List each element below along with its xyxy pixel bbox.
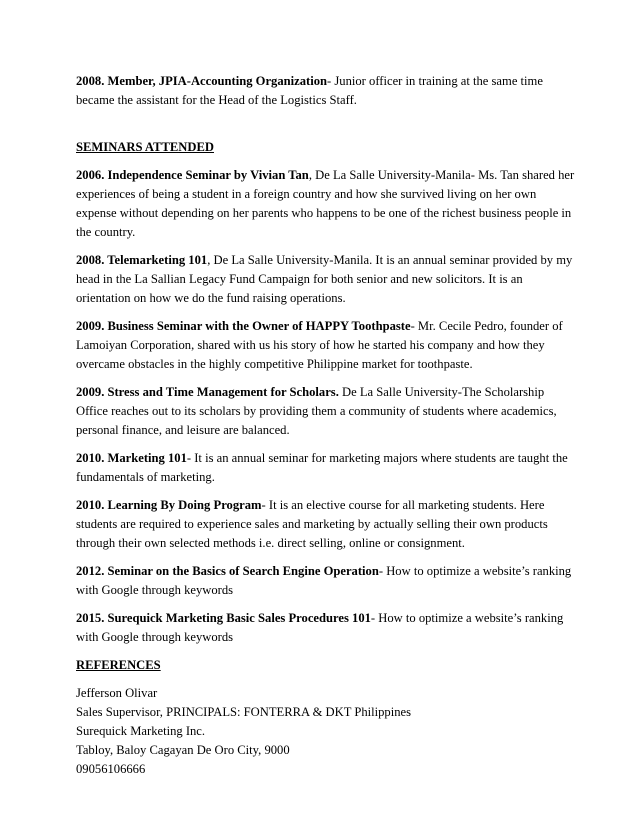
seminar-title: 2010. Marketing 101 <box>76 451 187 465</box>
seminar-text: , De La Salle University-Manila. It is an annual seminar provided by my head in the La Sallian Legacy Fund Campaign for both senior and new solicitors. It is an orientation on how we do the fund raising operations. <box>76 253 573 305</box>
reference-phone: 09056106666 <box>76 762 146 776</box>
seminar-text: De La Salle University-The Scholarship Office reaches out to its scholars by providing them a community of students where academics, personal finance, and leisure are balanced. <box>76 385 557 437</box>
reference-address: Tabloy, Baloy Cagayan De Oro City, 9000 <box>76 743 290 757</box>
reference-name: Jefferson Olivar <box>76 686 158 700</box>
seminar-title: 2009. Business Seminar with the Owner of HAPPY Toothpaste <box>76 319 411 333</box>
membership-text: - Junior officer in training at the same time became the assistant for the Head of the Logistics Staff. <box>76 74 543 107</box>
seminar-title: 2012. Seminar on the Basics of Search Engine Operation <box>76 564 379 578</box>
seminar-text: , De La Salle University-Manila- Ms. Tan shared her experiences of being a student in a foreign country and how she survived living on her own expense without depending on her parents who happens to be one of the richest business people in the country. <box>76 168 575 239</box>
seminar-title: 2010. Learning By Doing Program <box>76 498 262 512</box>
seminar-title: 2009. Stress and Time Management for Scholars. <box>76 385 339 399</box>
seminar-entry <box>76 383 578 440</box>
seminar-entry <box>76 166 578 242</box>
references-heading: REFERENCES <box>76 658 161 672</box>
seminar-text: - It is an elective course for all marketing students. Here students are required to experience sales and marketing by actually selling their own products through their own selected methods i.e. direct selling, online or consignment. <box>76 498 548 550</box>
seminar-text: - It is an annual seminar for marketing majors where students are taught the fundamentals of marketing. <box>76 451 568 484</box>
seminar-title: 2015. Surequick Marketing Basic Sales Procedures 101 <box>76 611 371 625</box>
membership-entry <box>76 72 578 110</box>
seminar-entry <box>76 317 578 374</box>
membership-title: 2008. Member, JPIA-Accounting Organization <box>76 74 328 88</box>
seminar-entry <box>76 496 578 553</box>
reference-position: Sales Supervisor, PRINCIPALS: FONTERRA & DKT Philippines <box>76 705 412 719</box>
seminar-entry <box>76 251 578 308</box>
seminar-text: - How to optimize a website’s ranking with Google through keywords <box>76 564 572 597</box>
seminar-entry <box>76 609 578 647</box>
seminar-text: - Mr. Cecile Pedro, founder of Lamoiyan Corporation, shared with us his story of how he started his company and how they overcame obstacles in the highly competitive Philippine market for toothpaste. <box>76 319 563 371</box>
reference-company: Surequick Marketing Inc. <box>76 724 206 738</box>
seminars-heading: SEMINARS ATTENDED <box>76 140 214 154</box>
seminar-title: 2006. Independence Seminar by Vivian Tan <box>76 168 309 182</box>
seminar-entry <box>76 562 578 600</box>
reference-block <box>76 684 578 779</box>
seminar-title: 2008. Telemarketing 101 <box>76 253 208 267</box>
seminar-text: - How to optimize a website’s ranking with Google through keywords <box>76 611 564 644</box>
seminar-entry <box>76 449 578 487</box>
